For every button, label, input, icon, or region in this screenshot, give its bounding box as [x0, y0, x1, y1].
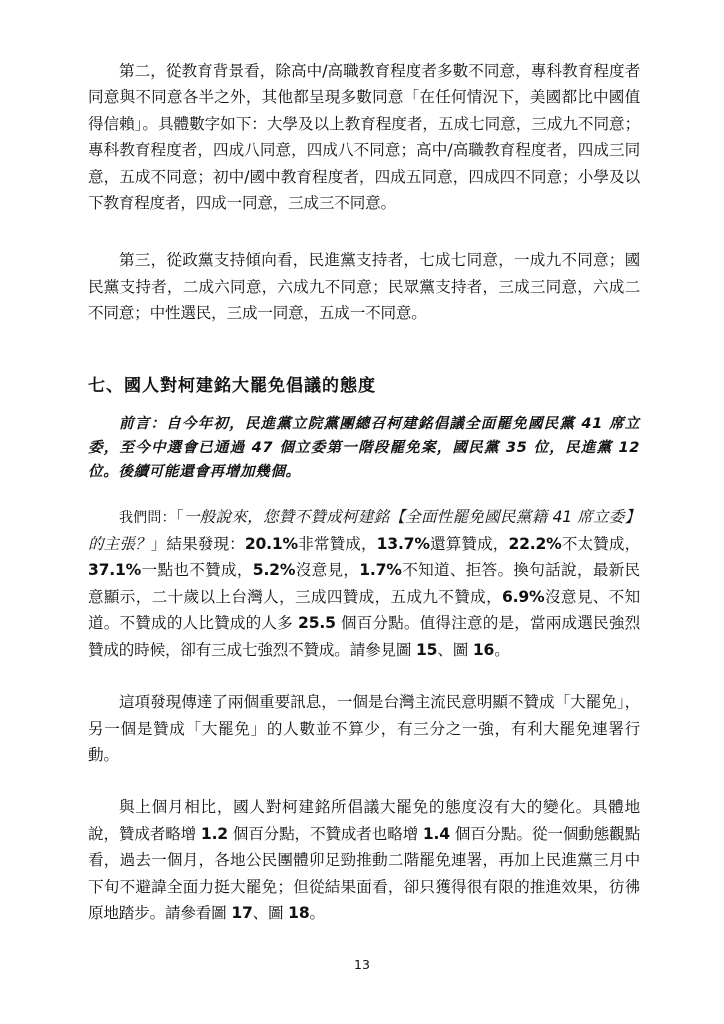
figure-ref: 17: [231, 903, 253, 922]
figure-ref: 15: [416, 640, 438, 659]
result-value: 22.2%: [508, 535, 562, 554]
change-text: 個百分點，不贊成者也略增: [227, 824, 423, 843]
paragraph-education: 第二，從教育背景看，除高中/高職教育程度者多數不同意，專科教育程度者同意與不同意各半之外，其他都呈現多數同意「在任何情況下，美國都比中國值得信賴」。具體數字如下：大學及以上教育程度者，五成七同意，三成九不同意；專科教育程度者，四成八同意，四成八不同意；高中/高職教育程度者，四成三同意，五成不同意；初中/國中教育程度者，四成五同意，四成四不同意；小學及以下教育程度者，四成一同意，三成三不同意。: [88, 62, 640, 213]
question-open-quote: 「: [175, 507, 184, 526]
result-text: 一點也不贊成，: [141, 561, 253, 580]
change-value: 1.4: [422, 824, 450, 843]
result-value: 13.7%: [376, 535, 430, 554]
result-text: 、圖: [437, 640, 473, 659]
result-text: 結果發現：: [166, 535, 245, 554]
result-text: 沒意見、不知道。不贊成的人比贊成的人多: [88, 587, 640, 633]
result-value: 6.9%: [502, 587, 545, 606]
paragraph-question-results: [88, 504, 640, 663]
figure-ref: 18: [288, 903, 310, 922]
paragraph-party: 第三，從政黨支持傾向看，民進黨支持者，七成七同意，一成九不同意；國民黨支持者，二成六同意，六成九不同意；民眾黨支持者，三成三同意，六成二不同意；中性選民，三成一同意，五成一不同意。: [88, 251, 640, 323]
result-text: 不知道、拒答。換句話說，最新民意顯示，二十歲以上台灣人，三成四贊成，五成九不贊成，: [88, 561, 640, 606]
result-text: 非常贊成，: [297, 535, 377, 554]
question-text: 一般說來，您贊不贊成柯建銘【全面性罷免國民黨籍 41 席立委】的主張？: [88, 507, 640, 554]
change-text: 、圖: [252, 903, 289, 922]
page-number: 13: [354, 957, 370, 972]
change-value: 1.2: [200, 824, 228, 843]
result-value: 37.1%: [88, 561, 142, 580]
change-text: 與上個月相比，國人對柯建銘所倡議大罷免的態度沒有大的變化。具體地說，贊成者略增: [88, 798, 640, 843]
document-page: [88, 58, 640, 926]
change-text: 。: [309, 903, 325, 922]
result-text: 不太贊成，: [561, 535, 640, 554]
result-value: 1.7%: [359, 561, 402, 580]
figure-ref: 16: [472, 640, 495, 659]
result-value: 5.2%: [252, 561, 296, 580]
result-value: 25.5: [298, 614, 336, 633]
paragraph-two-messages: 這項發現傳達了兩個重要訊息，一個是台灣主流民意明顯不贊成「大罷免」，另一個是贊成「大罷免」的人數並不算少，有三分之一強，有利大罷免連署行動。: [88, 693, 640, 764]
paragraph-monthly-change: [88, 794, 640, 926]
change-text: 個百分點。從一個動態觀點看，過去一個月，各地公民團體卯足勁推動二階罷免連署，再加上民進黨三月中下旬不避諱全面力挺大罷免；但從結果面看，卻只獲得很有限的推進效果，彷彿原地踏步。請參看圖: [88, 824, 640, 922]
result-text: 還算贊成，: [429, 535, 509, 554]
section-intro: 前言：自今年初，民進黨立院黨團總召柯建銘倡議全面罷免國民黨 41 席立委，至今中選會已通過 47 個立委第一階段罷免案，國民黨 35 位，民進黨 12 位。後續可能還會再增加幾個。: [88, 414, 640, 480]
question-close-quote: 」: [150, 535, 167, 554]
question-label: 我們問：: [119, 509, 176, 526]
result-value: 20.1%: [244, 535, 298, 554]
section-heading: 七、國人對柯建銘大罷免倡議的態度: [88, 375, 376, 396]
result-text: 沒意見，: [295, 561, 360, 580]
result-text: 個百分點。值得注意的是，當兩成選民強烈贊成的時候，卻有三成七強烈不贊成。請參見圖: [88, 614, 640, 659]
result-text: 。: [494, 640, 510, 659]
